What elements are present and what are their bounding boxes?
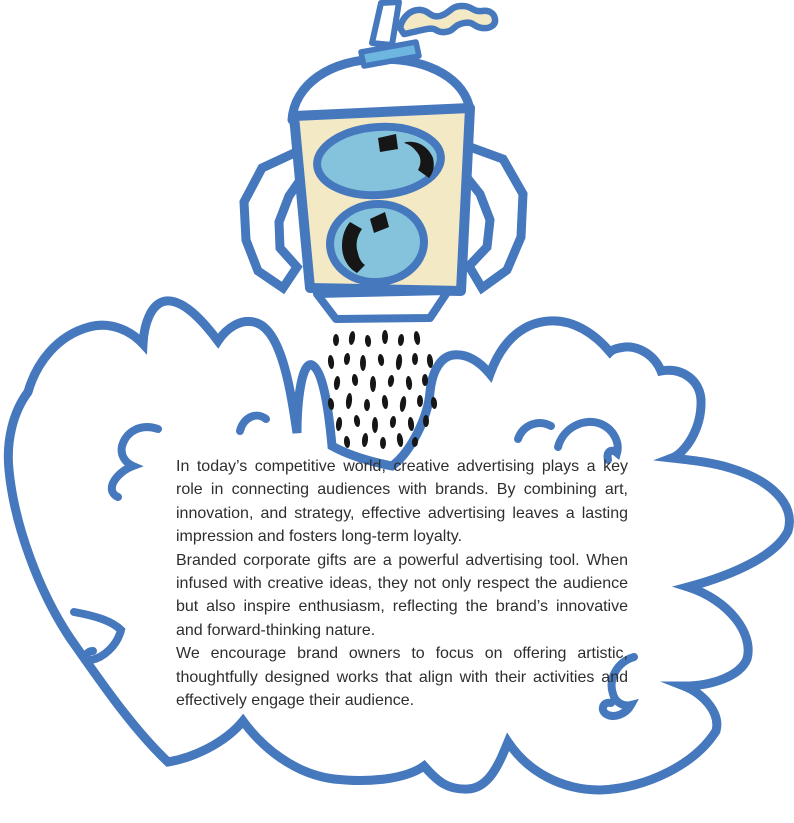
can-base [317, 291, 448, 319]
cloud-text-block [176, 455, 628, 712]
nozzle-stem [372, 2, 399, 45]
smoke-flag [400, 6, 495, 34]
lower-window [327, 201, 426, 285]
paragraph-branded-gifts: Branded corporate gifts are a powerful advertising tool. When infused with creative ideas, they not only respect the audience but also inspire enthusiasm, reflecting the brand’s innovative and forward-thinking nature. [176, 551, 628, 639]
paragraph-advertising-role: In today’s competitive world, creative advertising plays a key role in connecting audiences with brands. By combining art, innovation, and strategy, effective advertising leaves a lasting impression and fosters long-term loyalty. [176, 458, 628, 546]
paragraph-encouragement: We encourage brand owners to focus on offering artistic, thoughtfully designed works that align with their activities and effectively engage their audience. [176, 645, 628, 710]
spray-can-rocket [244, 2, 523, 319]
